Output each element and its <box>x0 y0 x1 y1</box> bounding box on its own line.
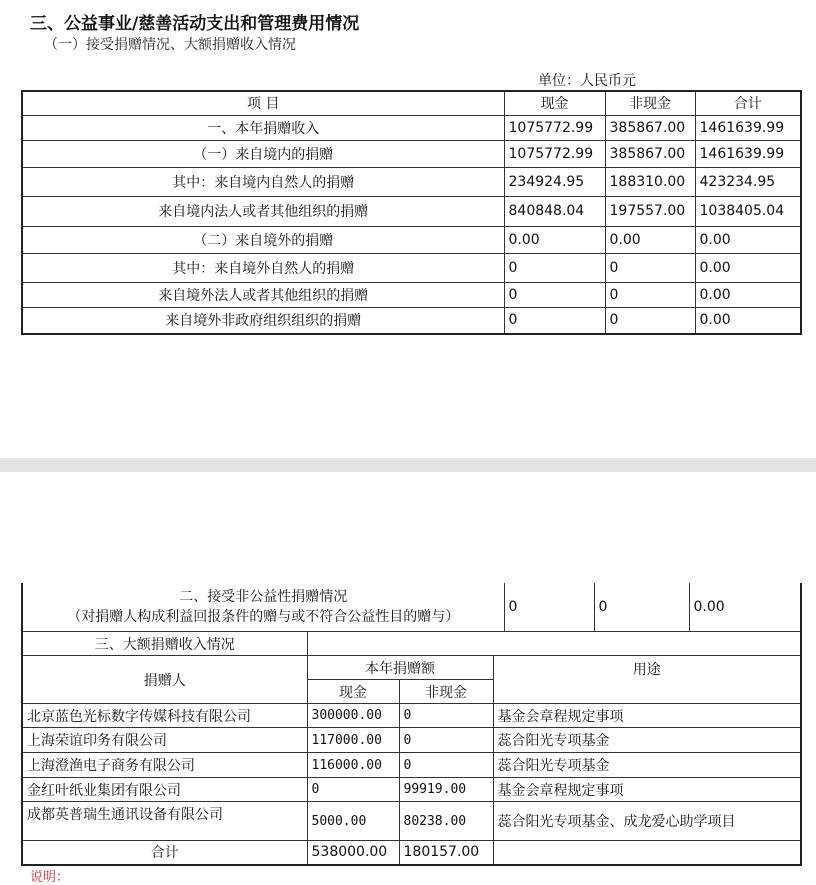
nonpublic-label <box>22 583 504 632</box>
cash-value: 0.00 <box>504 226 605 253</box>
currency-unit: 单位：人民币元 <box>538 73 636 89</box>
table-header-row <box>22 656 801 680</box>
note-label: 说明： <box>30 870 70 885</box>
total-noncash: 180157.00 <box>399 841 493 865</box>
donor-name: 成都英普瑞生通讯设备有限公司 <box>22 802 307 841</box>
large-donation-title-row <box>22 632 801 656</box>
noncash-value: 385867.00 <box>605 115 695 140</box>
donor-name: 金红叶纸业集团有限公司 <box>22 778 307 802</box>
row-label: 来自境外非政府组织组织的捐赠 <box>22 307 504 334</box>
header-total: 合计 <box>695 91 801 115</box>
purpose: 蕊合阳光专项基金 <box>493 753 801 778</box>
table-row <box>22 196 801 226</box>
subsection-heading: （一）接受捐赠情况、大额捐赠收入情况 <box>44 37 296 53</box>
purpose: 蕊合阳光专项基金 <box>493 728 801 753</box>
row-label: （一）来自境内的捐赠 <box>22 140 504 167</box>
cash-value: 5000.00 <box>307 802 399 841</box>
noncash-value: 0 <box>605 282 695 307</box>
total-value: 1038405.04 <box>695 196 801 226</box>
row-label: 其中：来自境内自然人的捐赠 <box>22 167 504 196</box>
header-item: 项 目 <box>22 91 504 115</box>
cash-value: 116000.00 <box>307 753 399 778</box>
cash-value: 1075772.99 <box>504 140 605 167</box>
total-value: 423234.95 <box>695 167 801 196</box>
noncash-value: 385867.00 <box>605 140 695 167</box>
table-row <box>22 704 801 728</box>
total-value: 1461639.99 <box>695 115 801 140</box>
noncash-value: 0 <box>598 599 608 615</box>
total-row <box>22 841 801 865</box>
total-value: 0.00 <box>695 226 801 253</box>
header-amount: 本年捐赠额 <box>307 656 493 680</box>
row-label: 来自境外法人或者其他组织的捐赠 <box>22 282 504 307</box>
donation-income-table <box>21 90 802 335</box>
row-label: （二）来自境外的捐赠 <box>22 226 504 253</box>
table-row <box>22 226 801 253</box>
cash-value: 300000.00 <box>307 704 399 728</box>
cash-value: 0 <box>504 307 605 334</box>
table-row <box>22 307 801 334</box>
large-donation-table <box>21 583 802 866</box>
row-label: 其中：来自境外自然人的捐赠 <box>22 253 504 282</box>
cash-value: 234924.95 <box>504 167 605 196</box>
total-value: 0.00 <box>689 583 725 631</box>
header-purpose: 用途 <box>493 656 801 704</box>
purpose: 基金会章程规定事项 <box>493 778 801 802</box>
total-value: 0.00 <box>695 282 801 307</box>
header-noncash: 非现金 <box>399 680 493 704</box>
noncash-value: 0 <box>605 253 695 282</box>
donor-name: 上海荣谊印务有限公司 <box>22 728 307 753</box>
nonpublic-desc: （对捐赠人构成利益回报条件的赠与或不符合公益性目的赠与） <box>67 609 460 625</box>
noncash-value: 0 <box>605 307 695 334</box>
noncash-value: 0 <box>399 704 493 728</box>
row-label: 来自境内法人或者其他组织的捐赠 <box>22 196 504 226</box>
total-value: 1461639.99 <box>695 140 801 167</box>
noncash-value: 0.00 <box>605 226 695 253</box>
noncash-value: 99919.00 <box>399 778 493 802</box>
total-label: 合计 <box>22 841 307 865</box>
noncash-value: 0 <box>399 753 493 778</box>
cash-value: 0 <box>504 253 605 282</box>
header-cash: 现金 <box>307 680 399 704</box>
row-label: 一、本年捐赠收入 <box>22 115 504 140</box>
nonpublic-donation-row <box>22 583 801 632</box>
table-row <box>22 253 801 282</box>
donor-name: 北京蓝色光标数字传媒科技有限公司 <box>22 704 307 728</box>
large-donation-title: 三、大额捐赠收入情况 <box>22 632 307 656</box>
header-noncash: 非现金 <box>605 91 695 115</box>
cash-value: 0 <box>504 583 594 632</box>
table-row <box>22 167 801 196</box>
cash-value: 1075772.99 <box>504 115 605 140</box>
header-cash: 现金 <box>504 91 605 115</box>
total-cash: 538000.00 <box>307 841 399 865</box>
table-row <box>22 140 801 167</box>
nonpublic-title: 二、接受非公益性捐赠情况 <box>179 589 348 605</box>
cash-value: 0 <box>504 282 605 307</box>
noncash-value: 188310.00 <box>605 167 695 196</box>
noncash-value: 197557.00 <box>605 196 695 226</box>
header-donor: 捐赠人 <box>22 656 307 704</box>
cash-value: 840848.04 <box>504 196 605 226</box>
cash-value: 117000.00 <box>307 728 399 753</box>
table-header-row <box>22 91 801 115</box>
table-row <box>22 728 801 753</box>
section-heading: 三、公益事业/慈善活动支出和管理费用情况 <box>30 14 360 34</box>
cash-value: 0 <box>307 778 399 802</box>
table-row <box>22 753 801 778</box>
total-value: 0.00 <box>695 307 801 334</box>
purpose: 基金会章程规定事项 <box>493 704 801 728</box>
table-row <box>22 778 801 802</box>
total-value: 0.00 <box>695 253 801 282</box>
table-row <box>22 115 801 140</box>
purpose: 蕊合阳光专项基金、成龙爱心助学项目 <box>493 802 801 841</box>
noncash-value: 0 <box>399 728 493 753</box>
page-break-divider <box>0 458 816 472</box>
donor-name: 上海澄渔电子商务有限公司 <box>22 753 307 778</box>
table-row <box>22 282 801 307</box>
noncash-value: 80238.00 <box>399 802 493 841</box>
table-row <box>22 802 801 841</box>
